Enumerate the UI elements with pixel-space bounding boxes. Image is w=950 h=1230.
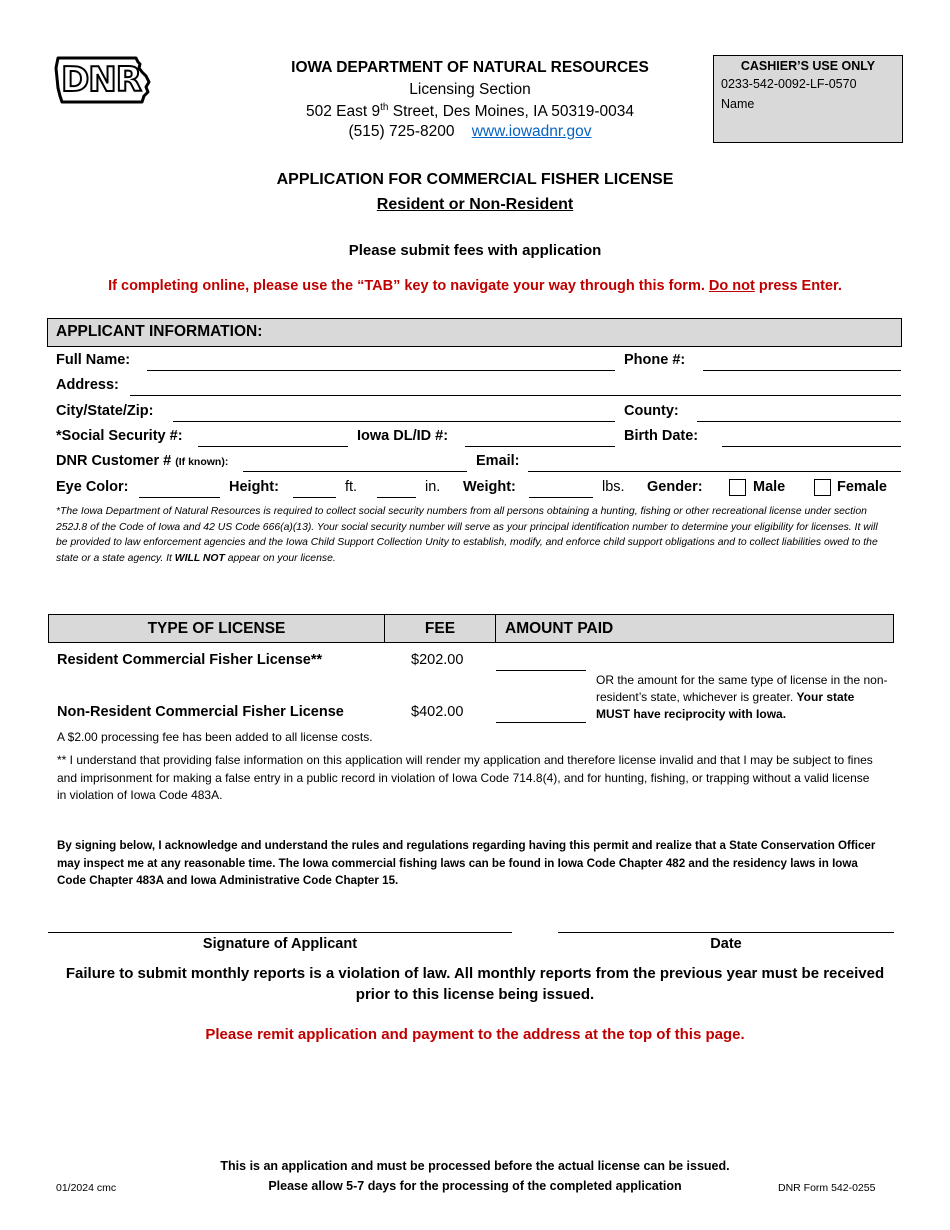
online-underline: Do not [708, 278, 755, 294]
reciprocity-note [596, 672, 891, 723]
col-paid-header: AMOUNT PAID [505, 620, 614, 637]
height-label: Height: [229, 479, 279, 495]
city-state-zip-label: City/State/Zip: [56, 403, 154, 419]
online-post: press Enter. [754, 278, 842, 294]
female-label: Female [837, 479, 887, 495]
birth-date-label: Birth Date: [624, 428, 699, 444]
signature-line[interactable] [48, 932, 512, 933]
online-pre: If completing online, please use the “TAB” key to navigate your way through this form. [108, 278, 709, 294]
city-state-zip-field[interactable] [173, 405, 615, 422]
license-row-nonresident-fee: $402.00 [411, 704, 464, 720]
lbs-unit: lbs. [602, 479, 625, 495]
address-field[interactable] [130, 379, 901, 396]
weight-label: Weight: [463, 479, 516, 495]
footer-line-2: Please allow 5-7 days for the processing of the completed application [268, 1179, 682, 1193]
ssn-disclosure-note [56, 504, 886, 566]
ssn-field[interactable] [198, 430, 348, 447]
applicant-section-header [47, 318, 902, 347]
cashier-box [713, 55, 903, 143]
form-subtitle: Resident or Non-Resident [376, 196, 574, 213]
footer-revision: 01/2024 cmc [56, 1182, 117, 1194]
cashier-title: CASHIER’S USE ONLY [740, 59, 876, 73]
address-label: Address: [56, 377, 119, 393]
license-row-resident-fee: $202.00 [411, 652, 464, 668]
col-type-header: TYPE OF LICENSE [147, 620, 286, 637]
reciprocity-pre: OR the amount for the same type of license in the non-resident’s state, whichever is greater. [596, 673, 888, 704]
online-instructions [0, 278, 950, 294]
cashier-code: 0233-542-0092-LF-0570 [721, 77, 857, 91]
height-ft-field[interactable] [293, 481, 336, 498]
nonresident-amount-paid-field[interactable] [496, 706, 586, 723]
fees-note: Please submit fees with application [348, 242, 602, 259]
gender-label: Gender: [647, 479, 703, 495]
ssn-note-post: appear on your license. [224, 552, 336, 564]
acknowledgement-text: By signing below, I acknowledge and understand the rules and regulations regarding having this permit and realize that a State Conservation Officer may inspect me at any reasonable time. The Iowa commercial fishing laws can be found in Iowa Code Chapter 482 and the residency laws in Iowa Code Chapter 483A and Iowa Administrative Code Chapter 15. [57, 839, 876, 887]
ssn-note-pre: *The Iowa Department of Natural Resources is required to collect social security numbers from all persons obtaining a hunting, fishing or other recreational license under section 252J.8 of the Code of Iowa and 42 US Code 666(a)(13). Your social security number will serve as your principal identification number to determine your eligibility for licenses. It will be provided to law enforcement agencies and the Iowa Child Support Collection Unity to establish, modify, and enforce child support obligations and to collect liabilities owed to the state or a state agency. It [56, 506, 878, 564]
dnr-customer-text: DNR Customer # [56, 453, 172, 469]
processing-fee-note: A $2.00 processing fee has been added to all license costs. [57, 730, 373, 744]
eye-color-label: Eye Color: [56, 479, 129, 495]
email-field[interactable] [528, 455, 901, 472]
signature-label: Signature of Applicant [202, 936, 358, 952]
in-unit: in. [425, 479, 441, 495]
iowa-dl-label: Iowa DL/ID #: [357, 428, 449, 444]
weight-field[interactable] [529, 481, 593, 498]
license-table-header [48, 614, 894, 643]
agency-phone: (515) 725-8200 [348, 123, 455, 140]
email-label: Email: [476, 453, 520, 469]
dnr-customer-field[interactable] [243, 455, 467, 472]
false-info-statement: ** I understand that providing false information on this application will render my application and therefore license invalid and that I may be subject to fines and imprisonment for making a false entry in a public record in violation of Iowa Code 714.8(4), and for hunting, fishing, or trapping without a valid license in violation of Iowa Code 483A. [57, 753, 873, 802]
agency-website-link[interactable]: www.iowadnr.gov [471, 123, 592, 140]
agency-address [215, 102, 725, 121]
if-known-text: (If known): [175, 456, 229, 468]
county-field[interactable] [697, 405, 901, 422]
full-name-field[interactable] [147, 354, 615, 371]
license-row-nonresident-type: Non-Resident Commercial Fisher License [57, 704, 344, 720]
remit-instructions: Please remit application and payment to the address at the top of this page. [205, 1026, 745, 1043]
reciprocity-bold: Your state MUST have reciprocity with Iowa. [596, 690, 855, 721]
dnr-logo [54, 54, 154, 106]
ft-unit: ft. [345, 479, 358, 495]
licensing-section: Licensing Section [409, 81, 531, 98]
col-fee-header: FEE [424, 620, 456, 637]
footer-form-number: DNR Form 542-0255 [778, 1182, 876, 1194]
ssn-label: *Social Security #: [56, 428, 183, 444]
iowa-dl-field[interactable] [465, 430, 615, 447]
phone-label: Phone #: [624, 352, 686, 368]
applicant-header-label: APPLICANT INFORMATION: [56, 323, 263, 340]
address-sup: th [380, 102, 389, 113]
height-in-field[interactable] [377, 481, 416, 498]
address-pre: 502 East 9 [305, 103, 381, 121]
contact-line [215, 123, 725, 141]
agency-name: IOWA DEPARTMENT OF NATURAL RESOURCES [291, 59, 649, 76]
birth-date-field[interactable] [722, 430, 901, 447]
cashier-name-label: Name [721, 97, 755, 111]
male-label: Male [753, 479, 786, 495]
resident-amount-paid-field[interactable] [496, 654, 586, 671]
male-checkbox[interactable] [729, 479, 746, 496]
col-divider-2 [495, 615, 496, 642]
monthly-reports-notice: Failure to submit monthly reports is a violation of law. All monthly reports from the previous year must be received prior to this license being issued. [65, 965, 885, 1003]
date-label: Date [710, 936, 742, 952]
address-post: Street, Des Moines, IA 50319-0034 [388, 103, 635, 121]
footer-line-1: This is an application and must be processed before the actual license can be issued. [220, 1159, 730, 1173]
phone-field[interactable] [703, 354, 901, 371]
logo-text: DNR [61, 60, 141, 100]
date-line[interactable] [558, 932, 894, 933]
full-name-label: Full Name: [56, 352, 131, 368]
form-title: APPLICATION FOR COMMERCIAL FISHER LICENSE [276, 171, 674, 188]
license-row-resident-type: Resident Commercial Fisher License** [57, 652, 323, 668]
female-checkbox[interactable] [814, 479, 831, 496]
county-label: County: [624, 403, 679, 419]
eye-color-field[interactable] [139, 481, 220, 498]
ssn-note-bold: WILL NOT [174, 552, 225, 564]
dnr-customer-label [56, 453, 228, 469]
